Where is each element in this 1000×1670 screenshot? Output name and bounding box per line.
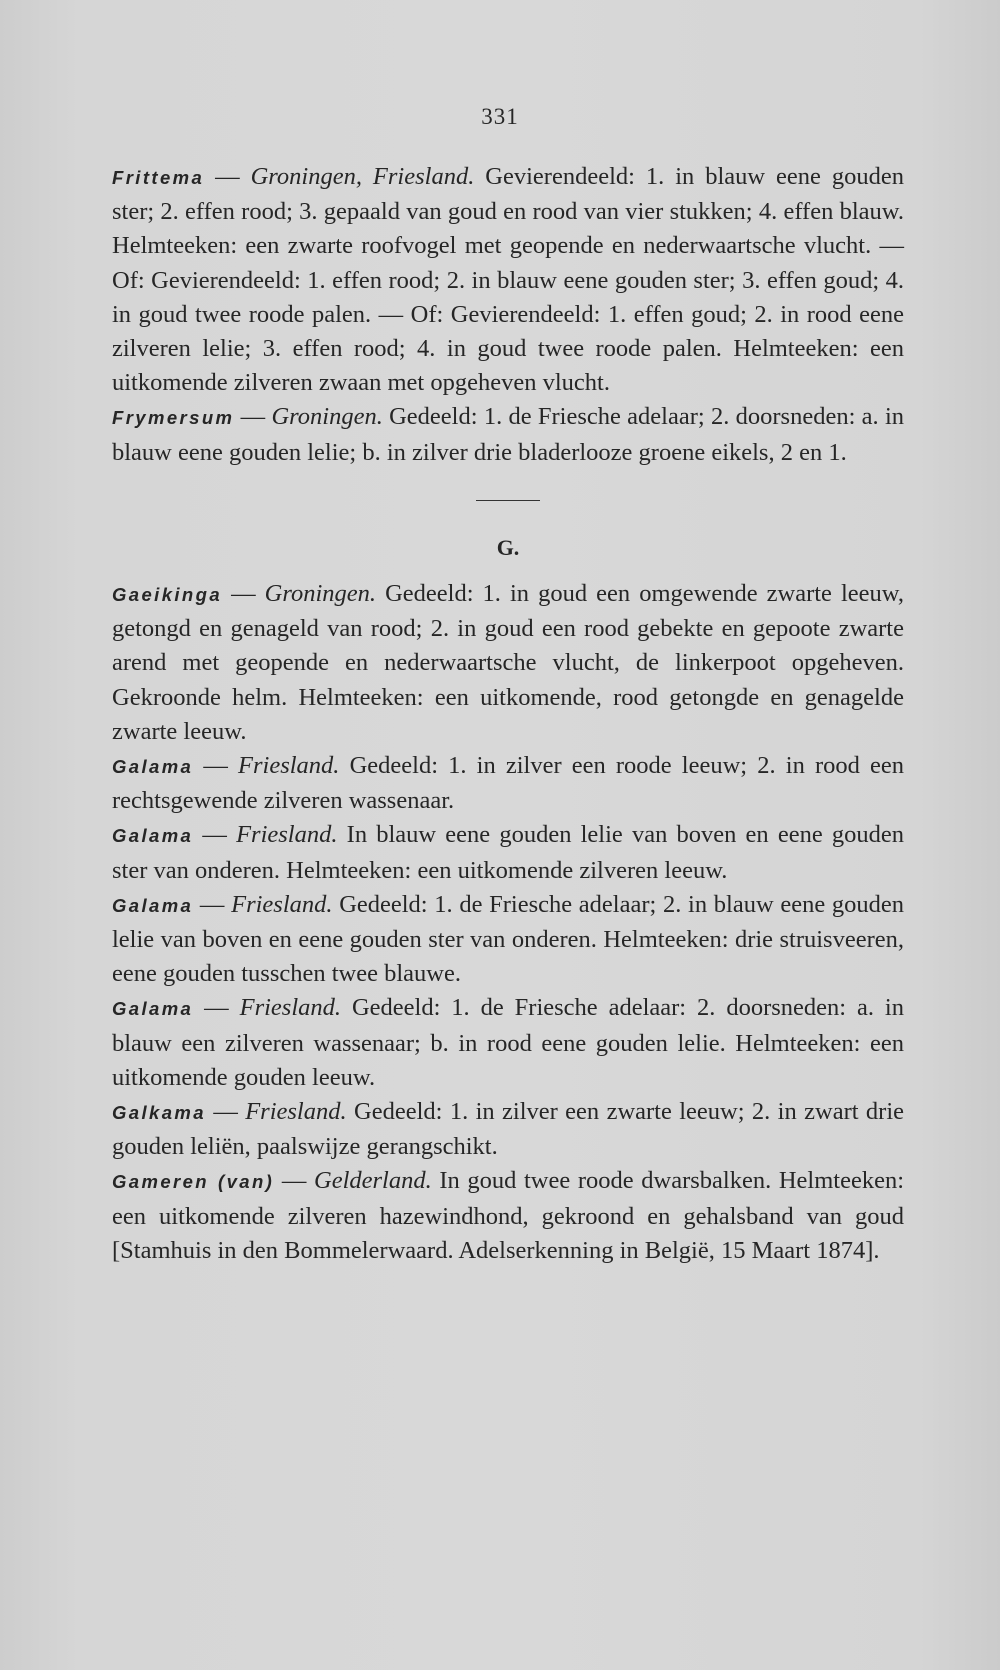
text-column [112, 160, 904, 1268]
entry-region: Groningen. [264, 580, 377, 608]
entry-galama-1 [112, 749, 904, 818]
page-number: 331 [481, 104, 519, 129]
entry-dash: — [204, 163, 251, 190]
entry-dash: — [193, 821, 237, 849]
entry-frittema [112, 160, 904, 400]
section-heading: G. [496, 534, 520, 560]
entry-region: Friesland. [236, 821, 338, 849]
entry-region: Friesland. [239, 994, 342, 1022]
entry-name: Frymersum [112, 407, 235, 429]
entry-gameren [112, 1164, 904, 1268]
entry-text: In blauw eene gouden lelie van boven en eene gouden ster van onderen. Helmteeken: een uitkomende zilveren leeuw. [112, 821, 904, 884]
entry-name: Galama [112, 998, 194, 1020]
entry-galama-2 [112, 818, 904, 887]
entry-galama-4 [112, 991, 904, 1095]
entry-frymersum [112, 400, 904, 469]
entry-text: Gedeeld: 1. de Friesche adelaar: 2. doorsneden: a. in blauw een zilveren wassenaar; b. in rood eene gouden lelie. Helmteeken: een uitkomende gouden leeuw. [112, 994, 904, 1091]
entry-region: Groningen, Friesland. [250, 163, 475, 190]
entry-region: Friesland. [231, 890, 333, 918]
entry-dash: — [193, 994, 240, 1022]
entry-region: Groningen. [271, 403, 383, 431]
entry-text: Gevierendeeld: 1. in blauw eene gouden ster; 2. effen rood; 3. gepaald van goud en rood van vier stukken; 4. effen blauw. Helmteeken: een zwarte roofvogel met geopende en nederwaartsche vlucht. — Of: Gevierendeeld: 1. effen rood; 2. in blauw eene gouden ster; 3. effen goud; 4. in goud twee roode palen. — Of: Gevierendeeld: 1. effen goud; 2. in rood eene zilveren lelie; 3. effen rood; 4. in goud twee roode palen. Helmteeken: een uitkomende zilveren zwaan met opgeheven vlucht. [112, 163, 904, 397]
entry-galkama [112, 1095, 904, 1164]
entry-text: In goud twee roode dwarsbalken. Helmteeken: een uitkomende zilveren hazewindhond, gekroond en gehalsband van goud [Stamhuis in den Bommelerwaard. Adelserkenning in België, 15 Maart 1874]. [112, 1167, 904, 1264]
entry-dash: — [193, 752, 239, 780]
entry-region: Gelderland. [314, 1167, 432, 1195]
entry-dash: — [234, 403, 272, 431]
entry-gaeikinga [112, 577, 904, 749]
entry-name: Frittema [112, 167, 205, 188]
entry-name: Galama [112, 894, 194, 916]
entry-dash: — [205, 1098, 246, 1126]
entry-region: Friesland. [238, 752, 340, 780]
entry-text: Gedeeld: 1. in goud een omgewende zwarte leeuw, getongd en genageld van rood; 2. in goud een rood gebekte en gepoote zwarte arend met geopende en nederwaartsche vlucht, de linkerpoot opgeheven. Gekroonde helm. Helmteeken: een uitkomende, rood getongde en genagelde zwarte leeuw. [112, 580, 904, 745]
entry-text: Gedeeld: 1. de Friesche adelaar; 2. in blauw eene gouden lelie van boven en eene gouden ster van onderen. Helmteeken: drie struisveeren, eene gouden tusschen twee blauwe. [112, 890, 904, 988]
entry-text: Gedeeld: 1. in zilver een zwarte leeuw; 2. in zwart drie gouden leliën, paalswijze gerangschikt. [112, 1098, 905, 1161]
entry-galama-3 [112, 888, 904, 992]
entry-dash: — [193, 890, 232, 918]
entry-name: Galama [112, 825, 194, 847]
entry-dash: — [274, 1167, 314, 1195]
entry-text: Gedeeld: 1. in zilver een roode leeuw; 2. in rood een rechtsgewende zilveren wassenaar. [112, 752, 905, 815]
section-divider [476, 500, 540, 501]
entry-text: Gedeeld: 1. de Friesche adelaar; 2. doorsneden: a. in blauw eene gouden lelie; b. in zilver drie bladerlooze groene eikels, 2 en 1. [112, 403, 904, 466]
entry-name: Galama [112, 756, 194, 778]
entry-region: Friesland. [245, 1098, 347, 1126]
entry-name: Gaeikinga [112, 584, 223, 606]
entry-dash: — [222, 580, 265, 608]
entry-name: Gameren (van) [112, 1171, 275, 1193]
entry-name: Galkama [112, 1102, 206, 1124]
